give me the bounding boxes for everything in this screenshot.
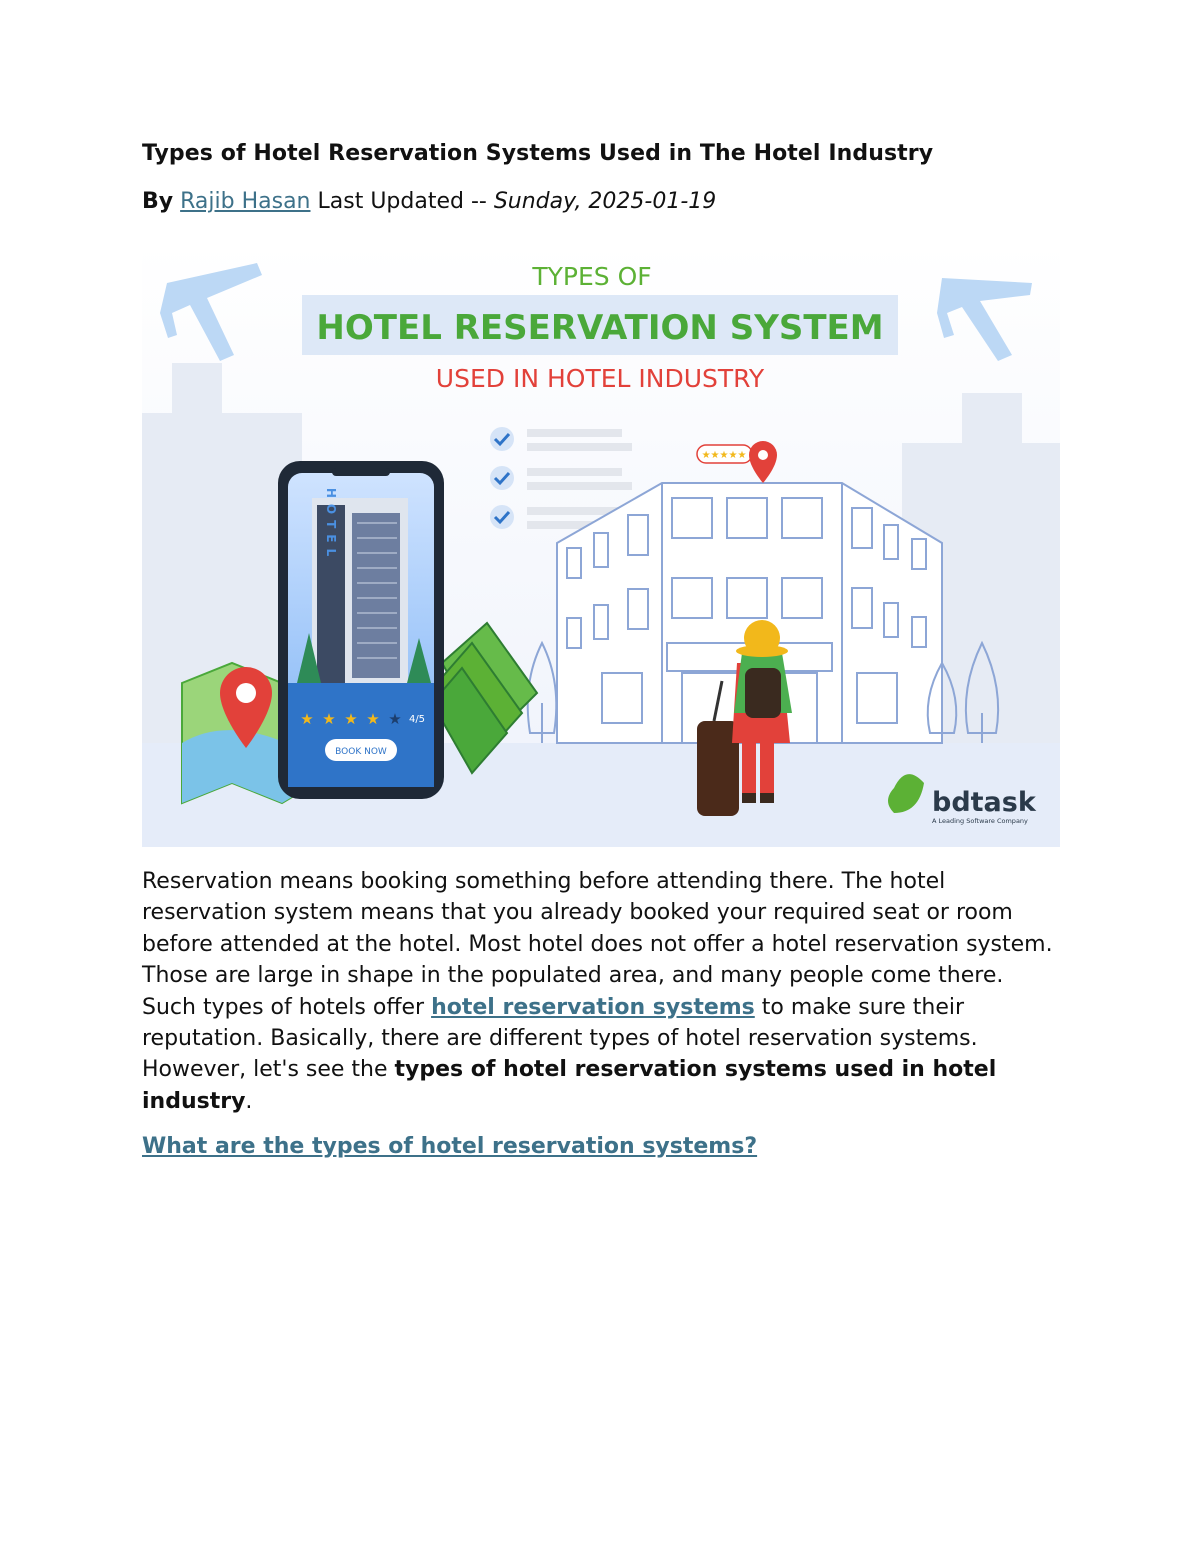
para-text-1: Reservation means booking something before attending there. The hotel reservation system means that you already booked your required seat or room before attended at the hotel. Most hotel does not offer a hotel reservation system. Those are large in shape in the populated area, and many people come there. Such types of hotels offer — [142, 869, 1053, 1020]
brand-tagline: A Leading Software Company — [932, 817, 1028, 825]
book-now-label: BOOK NOW — [335, 747, 387, 757]
svg-text:★★★★★: ★★★★★ — [701, 450, 747, 461]
rating-star-icon: ★ — [388, 710, 402, 728]
brand-name: bdtask — [932, 787, 1036, 818]
hero-line3: USED IN HOTEL INDUSTRY — [435, 364, 765, 393]
updated-date: Sunday, 2025-01-19 — [493, 189, 717, 214]
author-link[interactable]: Rajib Hasan — [180, 189, 311, 214]
hero-illustration — [142, 243, 1060, 847]
byline — [142, 189, 716, 214]
para-text-3: . — [245, 1088, 253, 1114]
book-now-button[interactable] — [325, 739, 397, 761]
hero-line2: HOTEL RESERVATION SYSTEM — [316, 308, 884, 348]
intro-paragraph — [142, 866, 1060, 1117]
updated-label: Last Updated -- — [310, 189, 494, 214]
hero-line1: TYPES OF — [532, 262, 652, 291]
types-question-link[interactable]: What are the types of hotel reservation systems? — [142, 1134, 758, 1159]
article-title: Types of Hotel Reservation Systems Used in The Hotel Industry — [142, 141, 934, 166]
rating-star-icon: ★ — [300, 710, 314, 728]
rating-star-icon: ★ — [366, 710, 380, 728]
rating-star-icon: ★ — [322, 710, 336, 728]
para-text-2: to make sure their reputation. Basically, there are different types of hotel reservation systems. However, let's see the — [142, 994, 978, 1083]
rating-star-icon: ★ — [344, 710, 358, 728]
para-bold-phrase: types of hotel reservation systems used in hotel industry — [142, 1057, 997, 1114]
by-label: By — [142, 189, 174, 214]
rating-text: 4/5 — [408, 714, 426, 725]
phone-mockup — [278, 461, 444, 799]
phone-hotel-sign: HOTEL — [324, 487, 338, 563]
hotel-reservation-systems-link[interactable]: hotel reservation systems — [431, 994, 755, 1020]
